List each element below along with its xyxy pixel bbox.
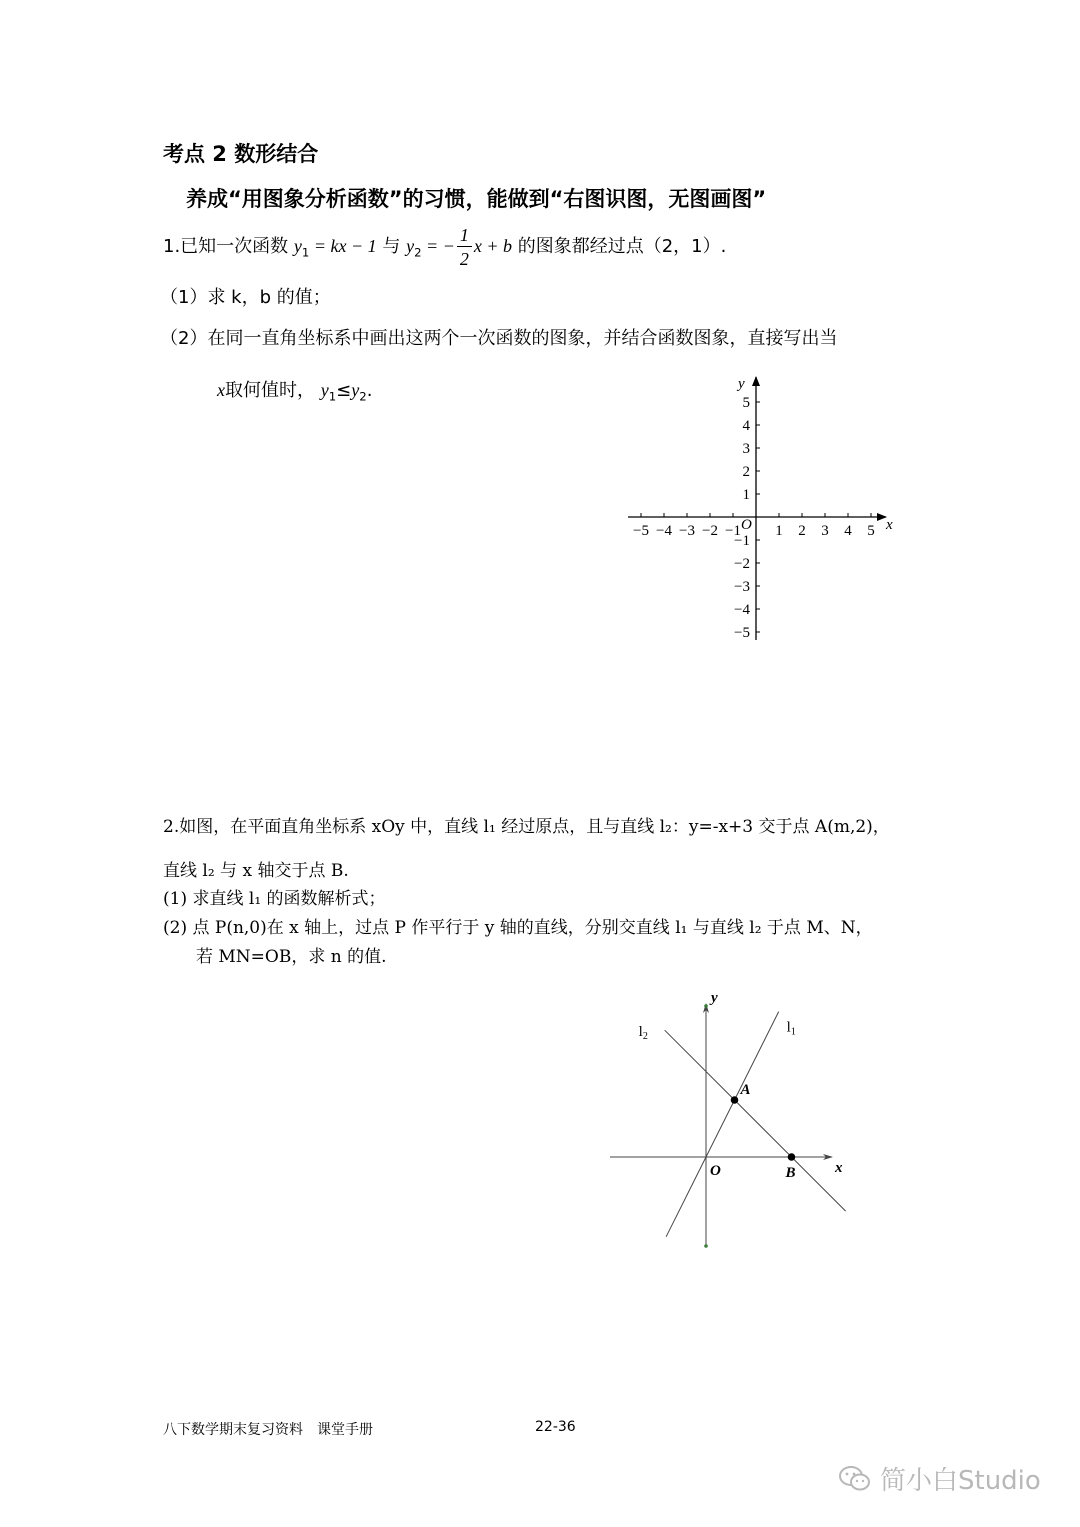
problem2-statement-line2: 直线 l₂ 与 x 轴交于点 B.: [163, 861, 349, 881]
problem1-prefix: 1.已知一次函数: [163, 236, 289, 257]
func1-lhs: y: [293, 236, 302, 256]
x-tick-label: −3: [679, 523, 695, 539]
y-tick-label: −3: [734, 579, 750, 595]
func2-rest: x + b: [473, 236, 512, 256]
x-axis-label: x: [886, 517, 893, 533]
problem2-question2-cont: 若 MN=OB，求 n 的值.: [196, 947, 387, 967]
x-tick-label: 5: [867, 523, 875, 539]
y-axis-top-dot: [704, 1004, 708, 1008]
q2-x-var: x: [217, 380, 225, 400]
fraction-one-half: [457, 226, 472, 268]
problem2-question2: (2) 点 P(n,0)在 x 轴上，过点 P 作平行于 y 轴的直线，分别交直线 l₁ 与直线 l₂ 于点 M、N，: [163, 918, 873, 938]
x-tick-label: −1: [725, 523, 741, 539]
y-axis-end-dot: [704, 1244, 708, 1248]
x-tick-label: 1: [775, 523, 783, 539]
problem1-question2: （2）在同一直角坐标系中画出这两个一次函数的图象，并结合函数图象，直接写出当: [160, 328, 838, 349]
chart1-axes: [628, 377, 886, 640]
problem1-suffix: 的图象都经过点（2，1）.: [517, 236, 727, 257]
footer-book-title: 八下数学期末复习资料 课堂手册: [163, 1422, 373, 1438]
l1-line: [666, 1012, 779, 1237]
problem1-connector: 与: [382, 236, 401, 257]
problem2-statement-line1: 2.如图，在平面直角坐标系 xOy 中，直线 l₁ 经过原点，且与直线 l₂：y=-x+3 交于点 A(m,2)，: [163, 817, 890, 837]
y-tick-label: 2: [742, 464, 750, 480]
q2-y1-var: y: [320, 380, 329, 400]
func1-sub: 1: [301, 245, 310, 260]
point-A: [731, 1096, 739, 1104]
y-tick-label: −4: [734, 602, 750, 618]
lines-figure: [600, 980, 860, 1255]
coordinate-axes-figure: [610, 365, 910, 650]
x-tick-label: −5: [633, 523, 649, 539]
y-tick-label: 5: [742, 395, 750, 411]
section-subtitle: 养成“用图象分析函数”的习惯，能做到“右图识图，无图画图”: [186, 187, 767, 211]
x-tick-label: −4: [656, 523, 672, 539]
x-axis-label: x: [835, 1160, 843, 1176]
origin-label: O: [710, 1163, 721, 1179]
origin-label: O: [741, 517, 752, 533]
chart1-labels: [633, 376, 893, 641]
y-tick-label: 3: [742, 441, 750, 457]
point-B-label: B: [785, 1165, 796, 1181]
watermark-text: 简小白Studio: [880, 1466, 1041, 1496]
wechat-icon: [838, 1464, 872, 1494]
y-tick-label: −2: [734, 556, 750, 572]
y-axis-label: y: [711, 990, 718, 1006]
y-tick-label: 1: [742, 487, 750, 503]
y-axis-label: y: [738, 376, 745, 392]
q2-y1-sub: 1: [328, 389, 337, 404]
watermark: [838, 1460, 1041, 1497]
y-tick-label: −5: [734, 625, 750, 641]
problem1-question2-cont: [217, 376, 372, 404]
func1-rhs: = kx − 1: [309, 236, 377, 256]
q2-mid-text: 取何值时，: [225, 380, 315, 401]
fraction-numerator: 1: [457, 226, 472, 247]
func2-sub: 2: [414, 245, 422, 260]
l2-label: $l_2$: [638, 1024, 648, 1043]
y-tick-label: 4: [742, 418, 750, 434]
l2-line: [665, 1030, 846, 1211]
func2-lhs: y: [406, 236, 415, 256]
q2-end: .: [366, 380, 373, 401]
problem2-question1: (1) 求直线 l₁ 的函数解析式；: [163, 889, 386, 909]
chart2-lines: [665, 1012, 846, 1237]
l2-label-sub: 2: [642, 1031, 648, 1043]
fraction-denominator: 2: [459, 249, 469, 269]
y-tick-label: −1: [734, 533, 750, 549]
x-tick-label: −2: [702, 523, 718, 539]
point-A-label: A: [740, 1082, 751, 1098]
l1-label-sub: 1: [790, 1026, 796, 1038]
chart2-labels: [639, 990, 843, 1181]
func2-eq: = −: [421, 236, 455, 256]
x-tick-label: 3: [821, 523, 829, 539]
q2-leq-symbol: ≤: [336, 380, 352, 401]
q2-y2-sub: 2: [359, 389, 367, 404]
l1-label: $l_1$: [786, 1019, 796, 1038]
problem1-question1: （1）求 k，b 的值；: [160, 287, 331, 308]
section-title: 考点 2 数形结合: [163, 142, 319, 166]
problem1-statement: [163, 224, 726, 268]
footer-page-number: 22-36: [535, 1419, 576, 1435]
x-tick-label: 4: [844, 523, 852, 539]
point-B: [788, 1153, 796, 1161]
x-tick-label: 2: [798, 523, 806, 539]
q2-y2-var: y: [351, 380, 360, 400]
